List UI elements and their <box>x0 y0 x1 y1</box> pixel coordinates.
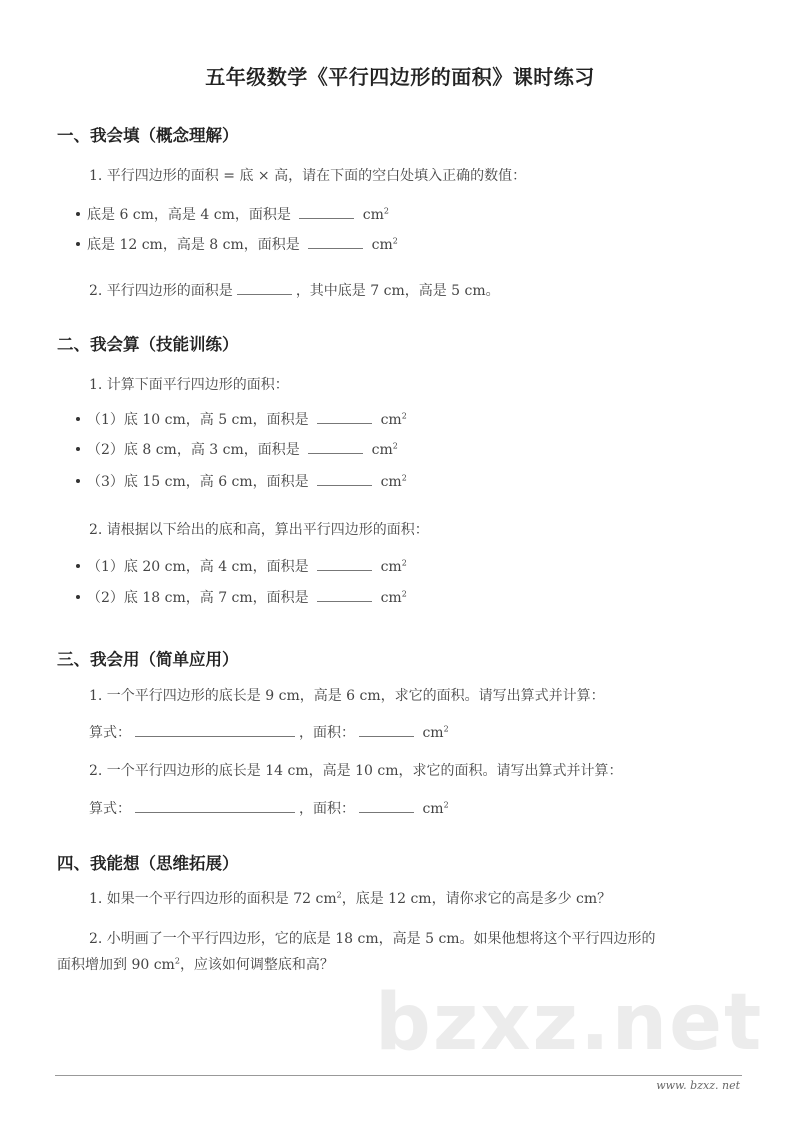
answer-blank[interactable] <box>317 473 372 486</box>
answer-blank[interactable] <box>308 441 363 454</box>
list-item: （1）底 20 cm，高 4 cm，面积是 $cm^2$ <box>76 556 407 576</box>
question-2-1: 1. 计算下面平行四边形的面积： <box>89 377 289 393</box>
question-2-2: 2. 请根据以下给出的底和高，算出平行四边形的面积： <box>89 522 429 538</box>
bullet-icon <box>76 447 80 451</box>
question-1-2: 2. 平行四边形的面积是 ，其中底是 7 cm，高是 5 cm。 <box>89 283 500 299</box>
list-item: （1）底 10 cm，高 5 cm，面积是 $cm^2$ <box>76 409 407 429</box>
question-4-2-line2: 面积增加到 90 $cm^2$，应该如何调整底和高？ <box>57 956 334 973</box>
question-1-1: 1. 平行四边形的面积 = 底 × 高，请在下面的空白处填入正确的数值： <box>89 168 527 184</box>
section-heading-3: 三、我会用（简单应用） <box>57 650 239 669</box>
formula-blank[interactable] <box>135 800 295 813</box>
list-item: （3）底 15 cm，高 6 cm，面积是 $cm^2$ <box>76 471 407 491</box>
bullet-icon <box>76 479 80 483</box>
page-title: 五年级数学《平行四边形的面积》课时练习 <box>205 65 595 89</box>
list-item: （2）底 18 cm，高 7 cm，面积是 $cm^2$ <box>76 587 407 607</box>
formula-line-2: 算式： ，面积： $cm^2$ <box>89 800 449 817</box>
question-3-2: 2. 一个平行四边形的底长是 14 cm，高是 10 cm，求它的面积。请写出算式并计算： <box>89 763 623 779</box>
answer-blank[interactable] <box>308 236 363 249</box>
answer-blank[interactable] <box>317 411 372 424</box>
footer-divider <box>55 1075 742 1076</box>
question-4-2-line1: 2. 小明画了一个平行四边形，它的底是 18 cm，高是 5 cm。如果他想将这个平行四边形的 <box>89 931 656 947</box>
list-item: （2）底 8 cm，高 3 cm，面积是 $cm^2$ <box>76 439 398 459</box>
question-4-1: 1. 如果一个平行四边形的面积是 72 $cm^2$，底是 12 cm，请你求它的高是多少 cm？ <box>89 890 612 907</box>
answer-blank[interactable] <box>359 724 414 737</box>
bullet-icon <box>76 417 80 421</box>
formula-blank[interactable] <box>135 724 295 737</box>
formula-line-1: 算式： ，面积： $cm^2$ <box>89 724 449 741</box>
answer-blank[interactable] <box>317 558 372 571</box>
section-heading-2: 二、我会算（技能训练） <box>57 335 239 354</box>
section-heading-1: 一、我会填（概念理解） <box>57 126 239 145</box>
answer-blank[interactable] <box>299 206 354 219</box>
watermark: bzxz.net <box>375 978 764 1068</box>
section-heading-4: 四、我能想（思维拓展） <box>57 854 239 873</box>
question-3-1: 1. 一个平行四边形的底长是 9 cm，高是 6 cm，求它的面积。请写出算式并计算： <box>89 688 605 704</box>
answer-blank[interactable] <box>237 282 292 295</box>
answer-blank[interactable] <box>317 589 372 602</box>
bullet-icon <box>76 242 80 246</box>
bullet-icon <box>76 564 80 568</box>
bullet-icon <box>76 595 80 599</box>
list-item: 底是 6 cm，高是 4 cm，面积是 $cm^2$ <box>76 204 389 224</box>
bullet-icon <box>76 212 80 216</box>
answer-blank[interactable] <box>359 800 414 813</box>
footer-url: www. bzxz. net <box>656 1079 740 1092</box>
list-item: 底是 12 cm，高是 8 cm，面积是 $cm^2$ <box>76 234 398 254</box>
